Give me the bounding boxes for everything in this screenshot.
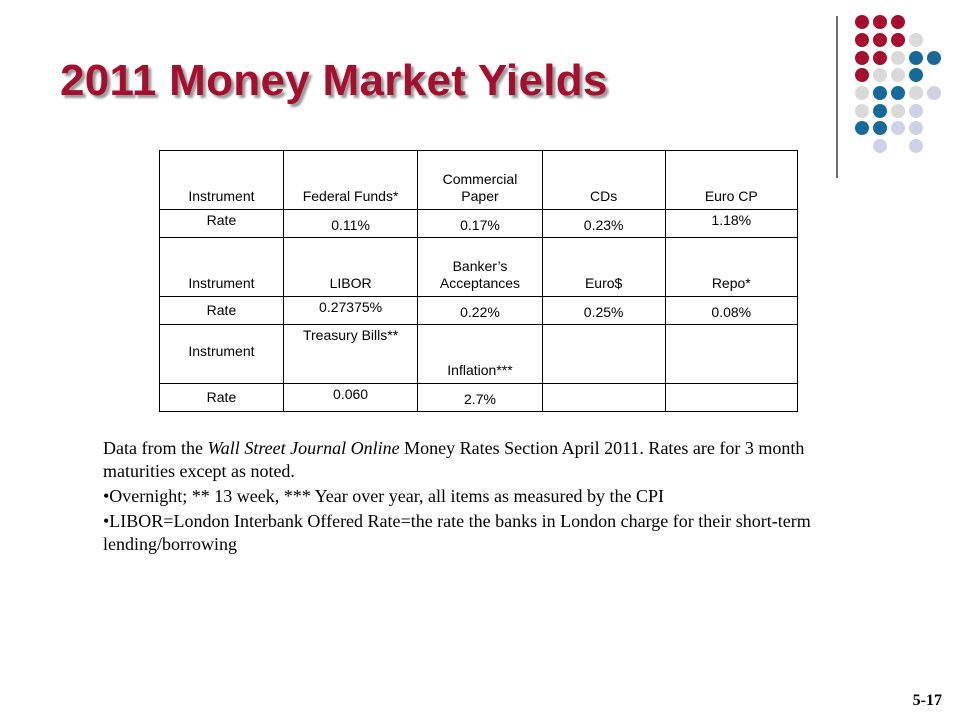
decorative-dot [891,51,905,65]
table-row [160,296,798,324]
decorative-dot [855,51,869,65]
slide-title: 2011 Money Market Yields [60,56,608,105]
decorative-dot [855,15,869,29]
source-note: Data from the Wall Street Journal Online Money Rates Section April 2011. Rates are for 3 month maturities except as noted. [103,438,805,481]
table-cell: 0.22% [418,296,542,324]
decorative-dot [891,104,905,118]
table-cell: 0.23% [542,209,665,237]
table-cell [665,383,797,411]
table-cell: 0.060 [283,383,417,411]
table-cell: 1.18% [665,209,797,237]
table-cell: 0.17% [418,209,542,237]
decorative-dot [855,68,869,82]
table-cell: 0.27375% [283,296,417,324]
decorative-dot [873,68,887,82]
page-number: 5-17 [912,692,942,709]
decorative-dot [909,33,923,47]
table-header-cell: Repo* [665,237,797,296]
decorative-dot [909,86,923,100]
decorative-dot [873,15,887,29]
table-header-cell: CDs [542,151,665,210]
table-row [160,237,798,296]
table-header-cell: Instrument [160,324,284,383]
table-header-cell: Treasury Bills** [283,324,417,383]
decorative-dot [891,86,905,100]
table-row-label: Rate [160,383,284,411]
table-row-label: Rate [160,296,284,324]
table-header-cell: Instrument [160,151,284,210]
source-notes [103,437,863,556]
decorative-dot [855,86,869,100]
decorative-dot [891,33,905,47]
table-header-cell [542,324,665,383]
table-cell [542,383,665,411]
table-header-cell: Federal Funds* [283,151,417,210]
decorative-dot [855,33,869,47]
decorative-dot [927,86,941,100]
decorative-dot [873,121,887,135]
decorative-dot [891,121,905,135]
table-header-cell: Euro$ [542,237,665,296]
decorative-dot [927,51,941,65]
decorative-vertical-divider [836,16,838,178]
table-row [160,151,798,210]
decorative-dot [873,33,887,47]
table-row [160,383,798,411]
table-header-cell: Commercial Paper [418,151,542,210]
decorative-dot [873,139,887,153]
decorative-dot [909,121,923,135]
decorative-dot [873,51,887,65]
table-header-cell: Banker’s Acceptances [418,237,542,296]
decorative-dot [855,121,869,135]
decorative-dot [891,15,905,29]
decorative-dot [909,68,923,82]
decorative-dot [873,86,887,100]
table-row [160,324,798,383]
source-publication: Wall Street Journal Online [207,438,400,458]
table-cell: 2.7% [418,383,542,411]
money-market-rates-table [159,150,798,412]
table-row-label: Rate [160,209,284,237]
decorative-dot [909,139,923,153]
table-header-cell: Inflation*** [418,324,542,383]
table-cell: 0.11% [283,209,417,237]
table-header-cell [665,324,797,383]
decorative-dot [855,104,869,118]
table-header-cell: LIBOR [283,237,417,296]
decorative-dot [891,68,905,82]
table-header-cell: Instrument [160,237,284,296]
footnote-bullet: •Overnight; ** 13 week, *** Year over year, all items as measured by the CPI [103,486,664,506]
table-row [160,209,798,237]
table-header-cell: Euro CP [665,151,797,210]
decorative-dot [909,51,923,65]
decorative-dot [873,104,887,118]
footnote-bullet: •LIBOR=London Interbank Offered Rate=the rate the banks in London charge for their short-term lending/borrowing [103,511,811,554]
decorative-dot [909,104,923,118]
table-cell: 0.08% [665,296,797,324]
table-cell: 0.25% [542,296,665,324]
